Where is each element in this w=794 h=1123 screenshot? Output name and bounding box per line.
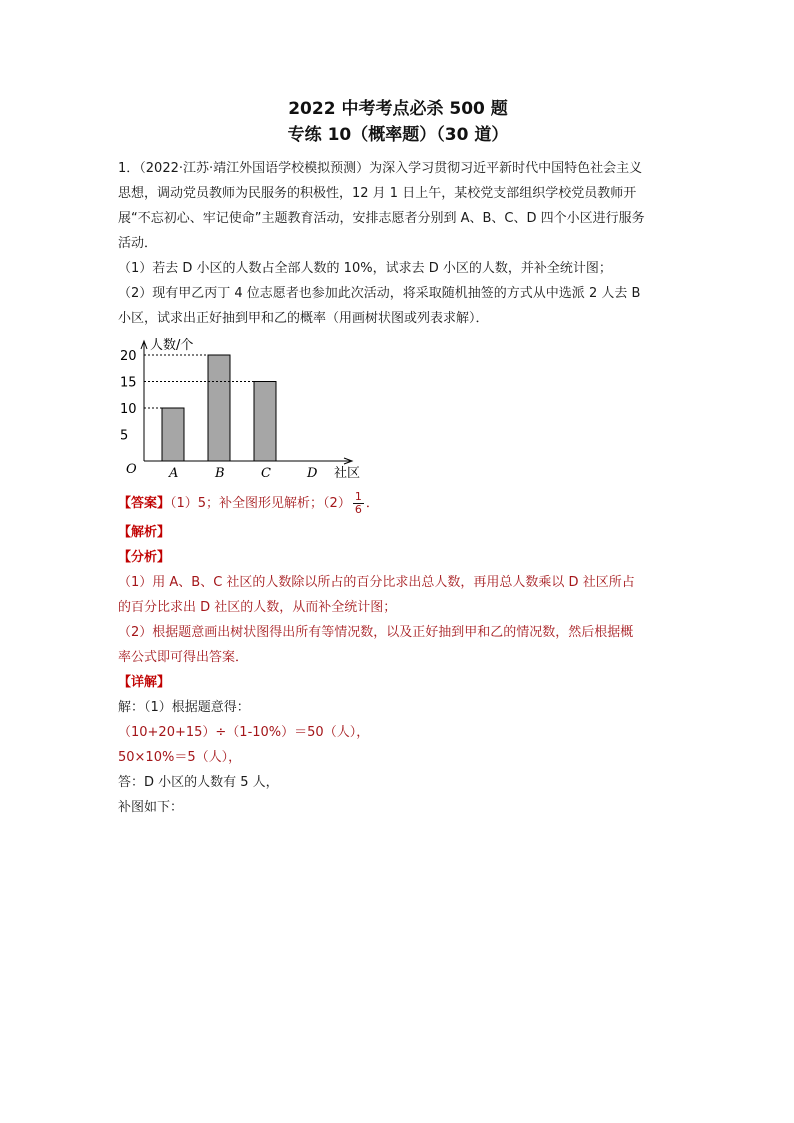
answer-tag: 【答案】 [118, 496, 171, 511]
fenxi-line-2: 的百分比求出 D 社区的人数，从而补全统计图； [118, 600, 397, 615]
fenxi-label: 【分析】 [118, 550, 171, 565]
solution-line-1: 解：（1）根据题意得： [118, 700, 250, 715]
y-tick-label: 15 [120, 375, 137, 391]
question-number: 1． [118, 161, 140, 176]
question-text-1: 为深入学习贯彻习近平新时代中国特色社会主义 [369, 161, 643, 176]
answer-text: （1）5；补全图形见解析；（2） [170, 496, 351, 511]
solution-line-5: 补图如下： [118, 800, 184, 815]
y-tick-label: 10 [120, 402, 137, 417]
jiexi-label: 【解析】 [118, 525, 171, 540]
x-axis-label: 社区 [334, 466, 361, 481]
solution-line-4: 答：D 小区的人数有 5 人， [118, 775, 279, 790]
question-part-2-line-2: 小区，试求出正好抽到甲和乙的概率（用画树状图或列表求解）． [118, 311, 489, 326]
y-axis-label: 人数/个 [150, 338, 194, 353]
x-tick-label: D [307, 466, 318, 481]
fraction-denominator: 6 [354, 503, 362, 516]
title-line-2: 专练 10（概率题）（30 道） [287, 125, 509, 145]
bar-chart [118, 335, 678, 485]
question-source: （2022·江苏·靖江外国语学校模拟预测） [139, 161, 370, 176]
fenxi-line-1: （1）用 A、B、C 社区的人数除以所占的百分比求出总人数，再用总人数乘以 D 社区所占 [118, 575, 635, 590]
solution-line-3: 50×10%＝5（人）， [118, 750, 242, 765]
question-stem-line-3: 展“不忘初心、牢记使命”主题教育活动，安排志愿者分别到 A、B、C、D 四个小区进行服务 [118, 211, 645, 226]
origin-label: O [126, 462, 137, 477]
bar [254, 382, 276, 462]
question-stem-line-2: 思想，调动党员教师为民服务的积极性，12 月 1 日上午，某校党支部组织学校党员教师开 [118, 186, 637, 201]
question-stem-line-1 [118, 156, 678, 181]
bar-chart-svg [118, 335, 378, 485]
question-part-1: （1）若去 D 小区的人数占全部人数的 10%，试求去 D 小区的人数，并补全统计图； [118, 261, 612, 276]
title-line-1: 2022 中考考点必杀 500 题 [288, 99, 508, 119]
y-tick-label: 20 [120, 349, 137, 364]
fenxi-line-4: 率公式即可得出答案． [118, 650, 249, 665]
xiangjie-label: 【详解】 [118, 675, 171, 690]
bar [208, 355, 230, 461]
fraction-numerator: 1 [354, 490, 362, 503]
x-tick-label: B [215, 466, 225, 481]
question-stem-line-4: 活动． [118, 236, 158, 251]
jiexi-tag [118, 520, 678, 545]
page-title [118, 96, 678, 148]
solution-line-2: （10+20+15）÷（1-10%）＝50（人）， [118, 725, 370, 740]
question-part-2-line-1: （2）现有甲乙丙丁 4 位志愿者也参加此次活动，将采取随机抽签的方式从中选派 2 人去 B [118, 286, 641, 301]
x-tick-label: C [261, 466, 271, 481]
xiangjie-tag [118, 670, 678, 695]
fenxi-line-3: （2）根据题意画出树状图得出所有等情况数，以及正好抽到甲和乙的情况数，然后根据概 [118, 625, 634, 640]
document-page [118, 96, 678, 820]
x-tick-label: A [169, 466, 179, 481]
bar [162, 408, 184, 461]
answer-line [118, 491, 678, 516]
fenxi-tag [118, 545, 678, 570]
y-tick-label: 5 [120, 428, 129, 444]
answer-end: ． [365, 496, 379, 511]
answer-fraction [353, 491, 364, 516]
